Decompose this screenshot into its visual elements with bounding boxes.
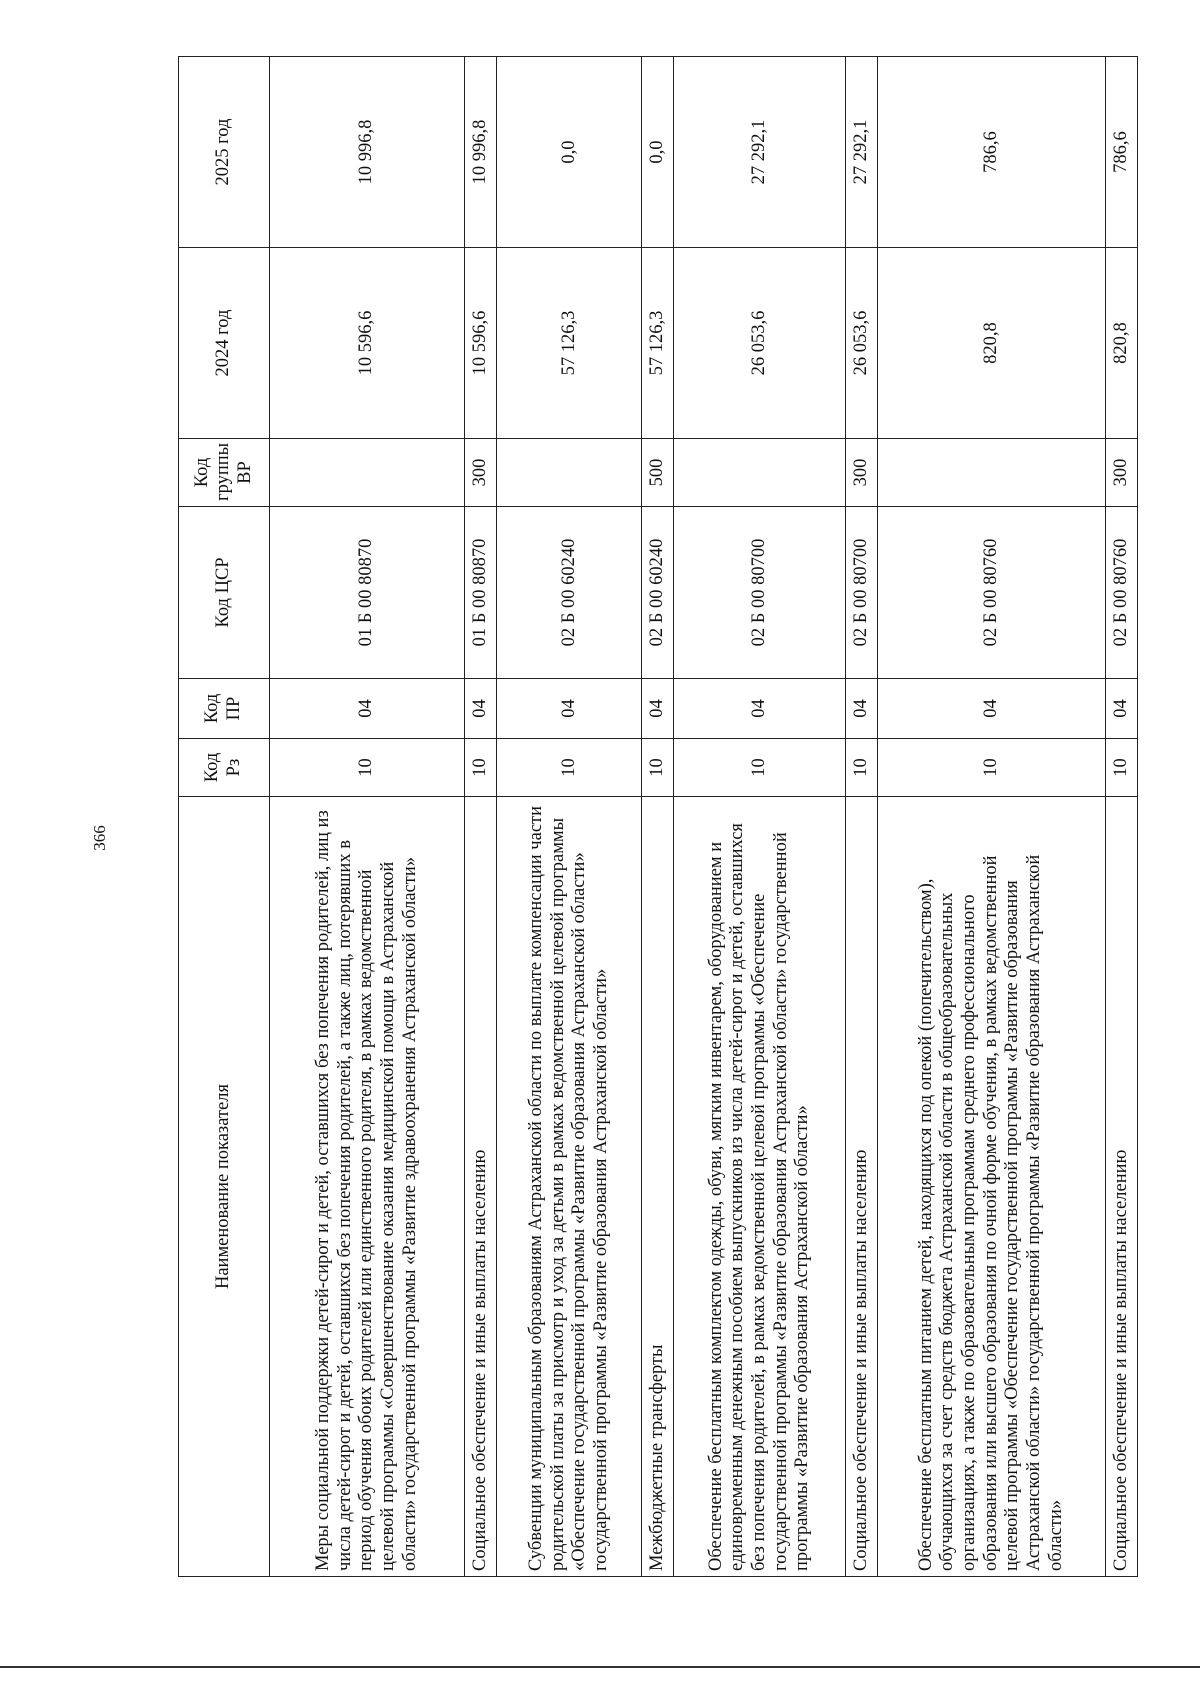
row-2024: 26 053,6 bbox=[674, 248, 846, 439]
row-2024: 820,8 bbox=[878, 248, 1105, 439]
row-name: Обеспечение бесплатным питанием детей, находящихся под опекой (попечительством), обучающихся за счет средств бюджета Астраханской области в общеобразовательных организациях, а также по образовательным программам среднего профессионального образования или высшего образования по очной форме обучения, в рамках ведомственной целевой программы «Обеспечение государственной программы «Развитие образования Астраханской области» государственной программы «Развитие образования Астраханской области» bbox=[878, 797, 1105, 1577]
row-rz: 10 bbox=[465, 739, 497, 797]
table-row bbox=[1105, 57, 1137, 1577]
table-header-row bbox=[179, 57, 270, 1577]
row-pr: 04 bbox=[1105, 679, 1137, 739]
row-pr: 04 bbox=[270, 679, 465, 739]
row-2025: 786,6 bbox=[878, 57, 1105, 248]
row-rz: 10 bbox=[1105, 739, 1137, 797]
row-2025: 786,6 bbox=[1105, 57, 1137, 248]
row-name: Межбюджетные трансферты bbox=[642, 797, 674, 1577]
row-rz: 10 bbox=[642, 739, 674, 797]
row-name: Обеспечение бесплатным комплектом одежды, обуви, мягким инвентарем, оборудованием и единовременным денежным пособием выпускников из числа детей-сирот и детей, оставшихся без попечения родителей, в рамках ведомственной целевой программы «Обеспечение государственной программы «Развитие образования Астраханской области» государственной программы «Развитие образования Астраханской области» bbox=[674, 797, 846, 1577]
row-rz: 10 bbox=[846, 739, 878, 797]
footer-rule bbox=[0, 1666, 1200, 1668]
row-csr: 02 Б 00 60240 bbox=[642, 507, 674, 679]
header-2024: 2024 год bbox=[179, 248, 270, 439]
row-2025: 10 996,8 bbox=[465, 57, 497, 248]
row-csr: 02 Б 00 60240 bbox=[497, 507, 642, 679]
row-vr bbox=[270, 439, 465, 507]
header-csr: Код ЦСР bbox=[179, 507, 270, 679]
row-2025: 27 292,1 bbox=[846, 57, 878, 248]
row-vr bbox=[674, 439, 846, 507]
row-pr: 04 bbox=[674, 679, 846, 739]
row-rz: 10 bbox=[674, 739, 846, 797]
row-pr: 04 bbox=[878, 679, 1105, 739]
row-2025: 27 292,1 bbox=[674, 57, 846, 248]
table-row bbox=[497, 57, 642, 1577]
row-2025: 10 996,8 bbox=[270, 57, 465, 248]
table-row bbox=[674, 57, 846, 1577]
row-vr: 300 bbox=[846, 439, 878, 507]
row-name: Социальное обеспечение и иные выплаты населению bbox=[846, 797, 878, 1577]
header-rz: Код Рз bbox=[179, 739, 270, 797]
row-vr: 300 bbox=[465, 439, 497, 507]
budget-table-container bbox=[178, 57, 1138, 1577]
table-row bbox=[846, 57, 878, 1577]
budget-table bbox=[178, 56, 1138, 1577]
row-2024: 57 126,3 bbox=[497, 248, 642, 439]
row-name: Меры социальной поддержки детей-сирот и детей, оставшихся без попечения родителей, лиц из числа детей-сирот и детей, оставшихся без попечения родителей, а также лиц, потерявших в период обучения обоих родителей или единственного родителя, в рамках ведомственной целевой программы «Совершенствование оказания медицинской помощи в Астраханской области» государственной программы «Развитие здравоохранения Астраханской области» bbox=[270, 797, 465, 1577]
row-pr: 04 bbox=[642, 679, 674, 739]
row-name: Социальное обеспечение и иные выплаты населению bbox=[1105, 797, 1137, 1577]
row-csr: 02 Б 00 80760 bbox=[1105, 507, 1137, 679]
row-vr: 500 bbox=[642, 439, 674, 507]
table-row bbox=[465, 57, 497, 1577]
table-row bbox=[642, 57, 674, 1577]
row-2024: 10 596,6 bbox=[465, 248, 497, 439]
row-rz: 10 bbox=[878, 739, 1105, 797]
row-2024: 57 126,3 bbox=[642, 248, 674, 439]
page-number: 366 bbox=[90, 825, 109, 851]
row-csr: 02 Б 00 80700 bbox=[846, 507, 878, 679]
row-csr: 02 Б 00 80760 bbox=[878, 507, 1105, 679]
row-csr: 01 Б 00 80870 bbox=[465, 507, 497, 679]
table-row bbox=[878, 57, 1105, 1577]
row-vr: 300 bbox=[1105, 439, 1137, 507]
header-vr: Код группы ВР bbox=[179, 439, 270, 507]
row-pr: 04 bbox=[465, 679, 497, 739]
header-pr: Код ПР bbox=[179, 679, 270, 739]
row-csr: 01 Б 00 80870 bbox=[270, 507, 465, 679]
row-2025: 0,0 bbox=[642, 57, 674, 248]
row-vr bbox=[497, 439, 642, 507]
row-csr: 02 Б 00 80700 bbox=[674, 507, 846, 679]
row-vr bbox=[878, 439, 1105, 507]
row-rz: 10 bbox=[497, 739, 642, 797]
table-row bbox=[270, 57, 465, 1577]
header-2025: 2025 год bbox=[179, 57, 270, 248]
row-2024: 26 053,6 bbox=[846, 248, 878, 439]
header-name: Наименование показателя bbox=[179, 797, 270, 1577]
row-2024: 10 596,6 bbox=[270, 248, 465, 439]
row-2024: 820,8 bbox=[1105, 248, 1137, 439]
row-2025: 0,0 bbox=[497, 57, 642, 248]
row-name: Субвенции муниципальным образованиям Астраханской области по выплате компенсации части родительской платы за присмотр и уход за детьми в рамках ведомственной целевой программы «Обеспечение государственной программы «Развитие образования Астраханской области» государственной программы «Развитие образования Астраханской области» bbox=[497, 797, 642, 1577]
row-pr: 04 bbox=[846, 679, 878, 739]
row-name: Социальное обеспечение и иные выплаты населению bbox=[465, 797, 497, 1577]
row-pr: 04 bbox=[497, 679, 642, 739]
row-rz: 10 bbox=[270, 739, 465, 797]
